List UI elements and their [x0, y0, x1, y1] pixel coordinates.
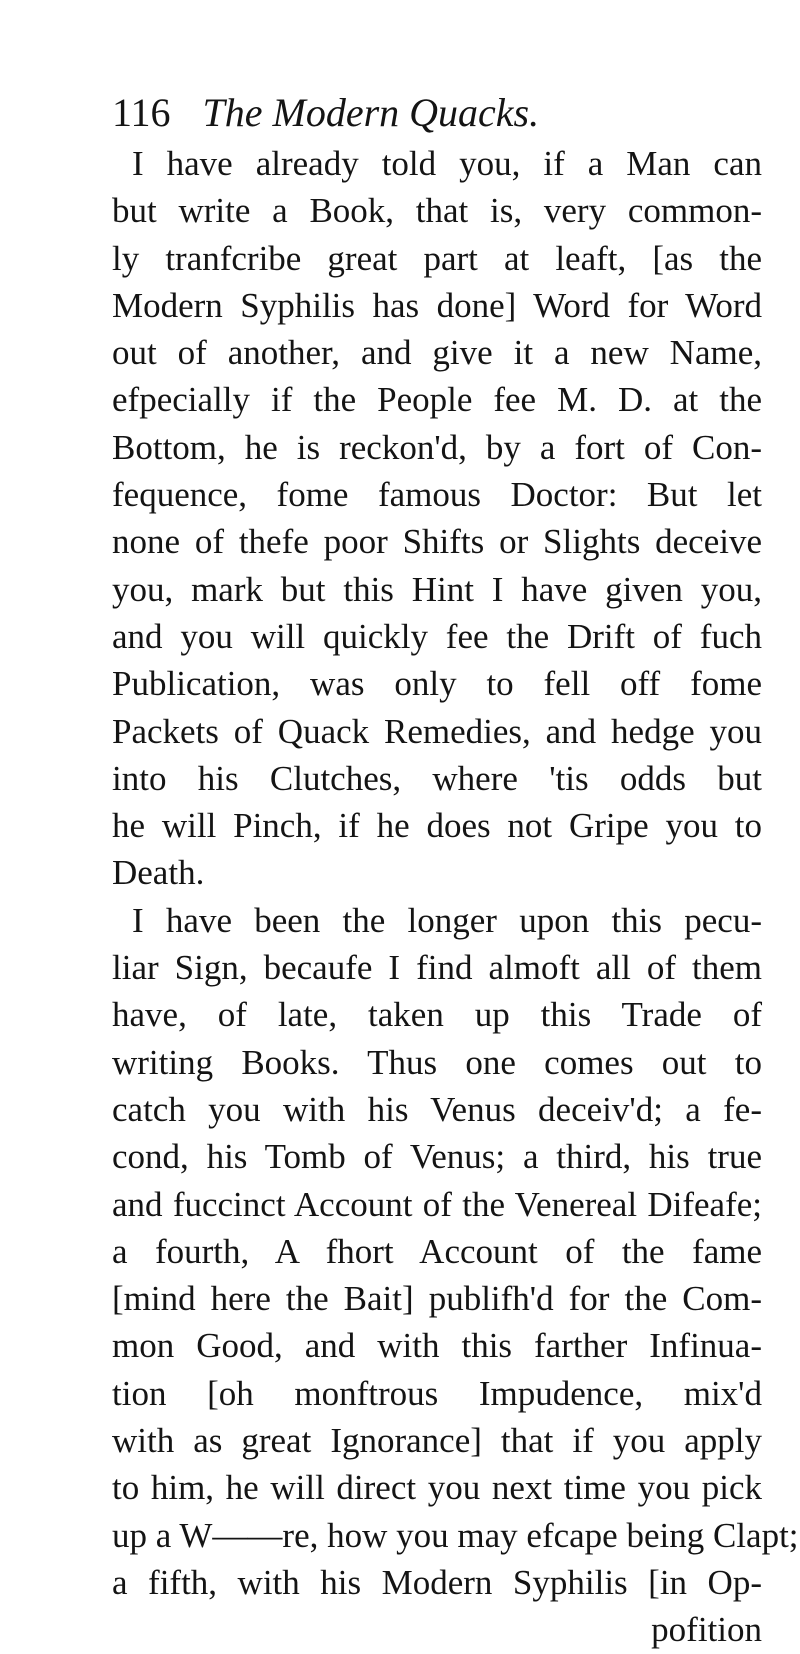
- text-line: I have been the longer upon this pecu-: [132, 900, 762, 940]
- text-line: into his Clutches, where 'tis odds but: [112, 758, 762, 798]
- text-line: Packets of Quack Remedies, and hedge you: [112, 711, 762, 751]
- text-line: you, mark but this Hint I have given you,: [112, 569, 762, 609]
- text-line: Death.: [112, 853, 205, 893]
- text-line: efpecially if the People fee M. D. at the: [112, 380, 762, 420]
- text-line: writing Books. Thus one comes out to: [112, 1042, 762, 1082]
- text-line: a fourth, A fhort Account of the fame: [112, 1231, 762, 1271]
- text-line: Bottom, he is reckon'd, by a fort of Con-: [112, 427, 762, 467]
- text-line: tion [oh monftrous Impudence, mix'd: [112, 1373, 762, 1413]
- text-line: [mind here the Bait] publifh'd for the Com-: [112, 1279, 762, 1319]
- text-line: liar Sign, becaufe I find almoft all of them: [112, 948, 762, 988]
- text-line: up a W——re, how you may efcape being Clapt;: [112, 1515, 799, 1555]
- text-line: but write a Book, that is, very common-: [112, 191, 762, 231]
- running-title: The Modern Quacks.: [202, 90, 540, 135]
- text-line: Publication, was only to fell off fome: [112, 664, 762, 704]
- text-line: pofition: [651, 1610, 762, 1650]
- text-line: I have already told you, if a Man can: [132, 144, 762, 183]
- text-line: ly tranfcribe great part at leaft, [as the: [112, 238, 762, 278]
- text-line: out of another, and give it a new Name,: [112, 333, 762, 373]
- text-line: to him, he will direct you next time you pick: [112, 1468, 762, 1508]
- text-line: he will Pinch, if he does not Gripe you to: [112, 806, 762, 846]
- text-line: and fuccinct Account of the Venereal Difeafe;: [112, 1184, 762, 1224]
- text-line: cond, his Tomb of Venus; a third, his true: [112, 1137, 762, 1177]
- text-line: a fifth, with his Modern Syphilis [in Op-: [112, 1562, 762, 1602]
- text-line: none of thefe poor Shifts or Slights deceive: [112, 522, 762, 562]
- text-line: catch you with his Venus deceiv'd; a fe-: [112, 1089, 762, 1129]
- page-number: 116: [112, 90, 171, 135]
- body-text: [112, 140, 799, 1654]
- page-header: [112, 88, 752, 138]
- text-line: with as great Ignorance] that if you apply: [112, 1421, 762, 1461]
- text-line: fequence, fome famous Doctor: But let: [112, 475, 762, 515]
- text-line: and you will quickly fee the Drift of fuch: [112, 616, 762, 656]
- text-line: have, of late, taken up this Trade of: [112, 995, 762, 1035]
- text-line: mon Good, and with this farther Infinua-: [112, 1326, 762, 1366]
- text-line: Modern Syphilis has done] Word for Word: [112, 285, 762, 325]
